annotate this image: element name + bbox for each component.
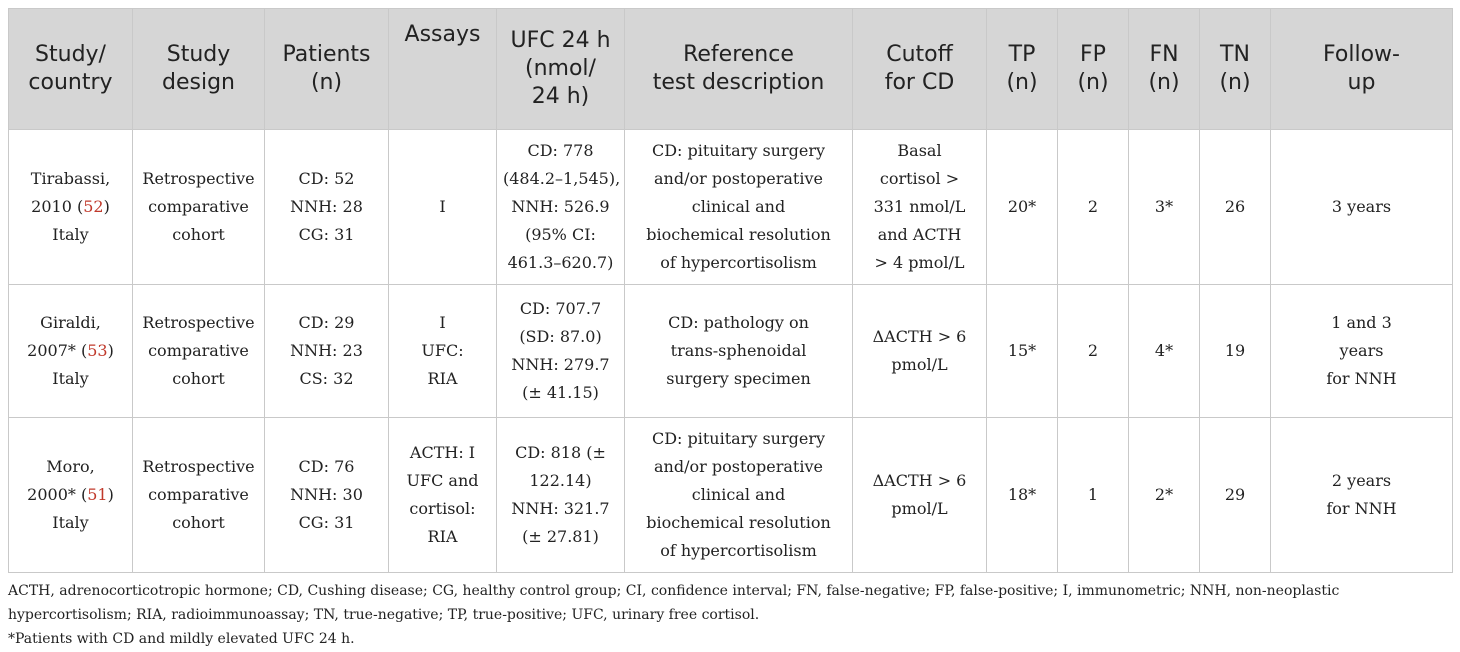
cell-fn: 2* — [1129, 418, 1200, 573]
cell-study: Moro, 2000* (51) Italy — [9, 418, 133, 573]
cell-cutoff: ΔACTH > 6 pmol/L — [853, 285, 987, 418]
header-tp: TP (n) — [987, 9, 1058, 130]
header-ufc: UFC 24 h (nmol/ 24 h) — [497, 9, 625, 130]
cell-fn: 4* — [1129, 285, 1200, 418]
header-study-country: Study/ country — [9, 9, 133, 130]
cell-fp: 1 — [1058, 418, 1129, 573]
cell-study: Giraldi, 2007* (53) Italy — [9, 285, 133, 418]
header-study-design: Study design — [133, 9, 265, 130]
cell-cutoff: Basal cortisol > 331 nmol/L and ACTH > 4 pmol/L — [853, 130, 987, 285]
cell-study: Tirabassi, 2010 (52) Italy — [9, 130, 133, 285]
cell-design: Retrospective comparative cohort — [133, 418, 265, 573]
cell-tn: 26 — [1200, 130, 1271, 285]
cell-fp: 2 — [1058, 130, 1129, 285]
cell-tn: 19 — [1200, 285, 1271, 418]
cell-follow-up: 1 and 3 years for NNH — [1271, 285, 1453, 418]
cell-reference: CD: pituitary surgery and/or postoperative clinical and biochemical resolution of hypercortisolism — [625, 418, 853, 573]
header-tn: TN (n) — [1200, 9, 1271, 130]
cell-assays: I UFC: RIA — [389, 285, 497, 418]
cell-tp: 18* — [987, 418, 1058, 573]
cell-tp: 20* — [987, 130, 1058, 285]
table-row — [9, 130, 1453, 285]
header-assays: Assays — [389, 9, 497, 130]
cell-follow-up: 2 years for NNH — [1271, 418, 1453, 573]
table-container — [8, 8, 1452, 651]
study-table — [8, 8, 1453, 573]
reference-link[interactable]: 53 — [87, 341, 108, 360]
cell-patients: CD: 29 NNH: 23 CS: 32 — [265, 285, 389, 418]
header-row — [9, 9, 1453, 130]
cell-assays: I — [389, 130, 497, 285]
table-row — [9, 418, 1453, 573]
header-patients: Patients (n) — [265, 9, 389, 130]
abbreviations-line-2: hypercortisolism; RIA, radioimmunoassay; TN, true-negative; TP, true-positive; UFC, urinary free cortisol. — [8, 607, 760, 623]
cell-ufc: CD: 818 (± 122.14) NNH: 321.7 (± 27.81) — [497, 418, 625, 573]
reference-link[interactable]: 52 — [83, 197, 104, 216]
abbreviations-line-1: ACTH, adrenocorticotropic hormone; CD, Cushing disease; CG, healthy control group; CI, confidence interval; FN, false-negative; FP, false-positive; I, immunometric; NNH, non-neoplastic — [8, 583, 1340, 599]
cell-fp: 2 — [1058, 285, 1129, 418]
asterisk-note: *Patients with CD and mildly elevated UFC 24 h. — [8, 631, 355, 647]
cell-ufc: CD: 778 (484.2–1,545), NNH: 526.9 (95% CI: 461.3–620.7) — [497, 130, 625, 285]
cell-design: Retrospective comparative cohort — [133, 285, 265, 418]
header-fp: FP (n) — [1058, 9, 1129, 130]
cell-tp: 15* — [987, 285, 1058, 418]
header-follow-up: Follow- up — [1271, 9, 1453, 130]
cell-follow-up: 3 years — [1271, 130, 1453, 285]
cell-cutoff: ΔACTH > 6 pmol/L — [853, 418, 987, 573]
table-footnotes — [8, 579, 1452, 651]
header-fn: FN (n) — [1129, 9, 1200, 130]
reference-link[interactable]: 51 — [87, 485, 108, 504]
cell-design: Retrospective comparative cohort — [133, 130, 265, 285]
cell-fn: 3* — [1129, 130, 1200, 285]
cell-reference: CD: pituitary surgery and/or postoperative clinical and biochemical resolution of hypercortisolism — [625, 130, 853, 285]
cell-patients: CD: 52 NNH: 28 CG: 31 — [265, 130, 389, 285]
cell-assays: ACTH: I UFC and cortisol: RIA — [389, 418, 497, 573]
cell-reference: CD: pathology on trans-sphenoidal surgery specimen — [625, 285, 853, 418]
cell-ufc: CD: 707.7 (SD: 87.0) NNH: 279.7 (± 41.15) — [497, 285, 625, 418]
cell-patients: CD: 76 NNH: 30 CG: 31 — [265, 418, 389, 573]
cell-tn: 29 — [1200, 418, 1271, 573]
header-reference-test: Reference test description — [625, 9, 853, 130]
header-cutoff: Cutoff for CD — [853, 9, 987, 130]
table-row — [9, 285, 1453, 418]
